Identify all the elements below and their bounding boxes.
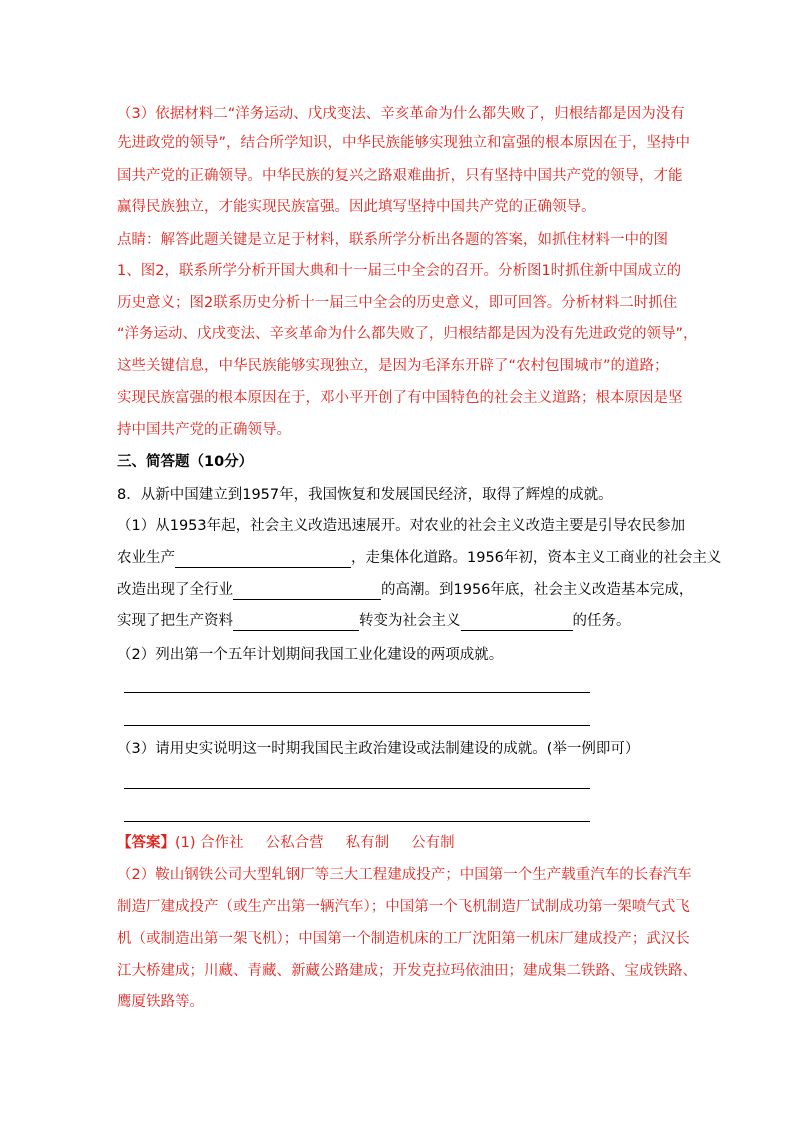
answer-part2-line: 鹰厦铁路等。 (117, 994, 204, 1010)
fill-text: 转变为社会主义 (359, 613, 461, 629)
fill-text: ，走集体化道路。1956年初，资本主义工商业的社会主义 (351, 550, 722, 566)
answer-blank-4[interactable] (461, 614, 573, 631)
answer-part2-line: 机（或制造出第一架飞机）；中国第一个制造机床的工厂沈阳第一机床厂建成投产；武汉长 (117, 931, 690, 947)
answer-blank-3[interactable] (233, 614, 359, 631)
answer-blank-2[interactable] (233, 583, 381, 600)
answer-line[interactable] (124, 821, 590, 822)
answer-part1 (117, 833, 455, 853)
analysis-line: 赢得民族独立，才能实现民族富强。因此填写坚持中国共产党的正确领导。 (117, 199, 596, 215)
tip-line: 持中国共产党的正确领导。 (117, 422, 291, 438)
question-part1-line (117, 611, 631, 631)
fill-text: 的任务。 (572, 613, 631, 629)
tip-line: 实现民族富强的根本原因在于，邓小平开创了有中国特色的社会主义道路；根本原因是坚 (117, 390, 683, 406)
answer-line[interactable] (124, 692, 590, 693)
answer-item: 公有制 (411, 835, 455, 851)
tip-line: 点睛：解答此题关键是立足于材料，联系所学分析出各题的答案，如抓住材料一中的图 (117, 232, 668, 248)
answer-line[interactable] (124, 725, 590, 726)
question-part1-line (117, 548, 721, 568)
tip-line: 1、图2，联系所学分析开国大典和十一届三中全会的召开。分析图1时抓住新中国成立的 (117, 263, 682, 279)
answer-part-number: (1) (175, 835, 196, 851)
analysis-line: 先进政党的领导”，结合所学知识，中华民族能够实现独立和富强的根本原因在于，坚持中 (117, 135, 691, 151)
tip-line: 历史意义；图2联系历史分析十一届三中全会的历史意义，即可回答。分析材料二时抓住 (117, 295, 678, 311)
fill-text: 农业生产 (117, 550, 175, 566)
analysis-line: （3）依据材料二“洋务运动、戊戌变法、辛亥革命为什么都失败了，归根结都是因为没有 (117, 106, 685, 122)
answer-part2-line: 制造厂建成投产（或生产出第一辆汽车）；中国第一个飞机制造厂试制成功第一架喷气式飞 (117, 899, 690, 915)
answer-part2-line: 江大桥建成；川藏、青藏、新藏公路建成；开发克拉玛依油田；建成集二铁路、宝成铁路、 (117, 963, 697, 979)
answer-item: 私有制 (345, 835, 390, 851)
question-part2-prompt: （2）列出第一个五年计划期间我国工业化建设的两项成就。 (117, 647, 504, 663)
question-part3-prompt: （3）请用史实说明这一时期我国民主政治建设或法制建设的成就。(举一例即可） (117, 741, 640, 757)
answer-item: 公私合营 (265, 835, 324, 851)
section-heading: 三、简答题（10分） (117, 454, 254, 470)
answer-part2-line: （2）鞍山钢铁公司大型轧钢厂等三大工程建成投产；中国第一个生产载重汽车的长春汽车 (117, 867, 692, 883)
tip-line: 这些关键信息，中华民族能够实现独立，是因为毛泽东开辟了“农村包围城市”的道路； (117, 358, 669, 374)
fill-text: 的高潮。到1956年底，社会主义改造基本完成， (381, 582, 694, 598)
question-part1-line (117, 580, 693, 600)
answer-blank-1[interactable] (175, 551, 351, 568)
question-stem: 8．从新中国建立到1957年，我国恢复和发展国民经济，取得了辉煌的成就。 (117, 487, 613, 503)
analysis-line: 国共产党的正确领导。中华民族的复兴之路艰难曲折，只有坚持中国共产党的领导，才能 (117, 168, 683, 184)
tip-line: “洋务运动、戊戌变法、辛亥革命为什么都失败了，归根结都是因为没有先进政党的领导”， (117, 326, 698, 342)
answer-line[interactable] (124, 788, 590, 789)
answer-item: 合作社 (200, 835, 244, 851)
answer-label: 【答案】 (117, 835, 175, 851)
fill-text: 实现了把生产资料 (117, 613, 233, 629)
fill-text: 改造出现了全行业 (117, 582, 233, 598)
question-part1-line: （1）从1953年起，社会主义改造迅速展开。对农业的社会主义改造主要是引导农民参加 (117, 518, 686, 534)
